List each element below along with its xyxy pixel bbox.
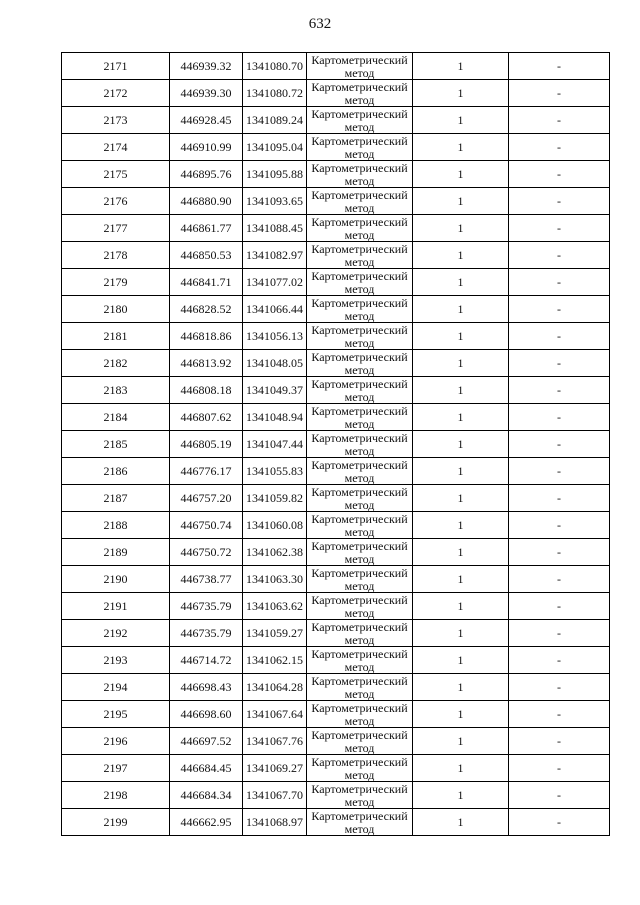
table-row — [62, 728, 610, 755]
note-cell: - — [509, 350, 610, 377]
x-coordinate-cell: 446808.18 — [170, 377, 243, 404]
method-line-2: метод — [344, 92, 375, 107]
x-coordinate-cell: 446662.95 — [170, 809, 243, 836]
accuracy-cell: 1 — [413, 161, 509, 188]
x-coordinate-cell: 446698.43 — [170, 674, 243, 701]
accuracy-cell: 1 — [413, 593, 509, 620]
accuracy-cell: 1 — [413, 377, 509, 404]
note-cell: - — [509, 485, 610, 512]
point-number-cell: 2185 — [62, 431, 170, 458]
note-cell: - — [509, 377, 610, 404]
table-row — [62, 485, 610, 512]
method-line-2: метод — [344, 308, 375, 323]
y-coordinate-cell: 1341095.04 — [243, 134, 307, 161]
method-line-2: метод — [344, 65, 375, 80]
method-line-1: Картометрический — [311, 322, 408, 337]
table-row — [62, 242, 610, 269]
point-number-cell: 2183 — [62, 377, 170, 404]
accuracy-cell: 1 — [413, 323, 509, 350]
method-line-1: Картометрический — [311, 133, 408, 148]
method-line-1: Картометрический — [311, 511, 408, 526]
method-line-2: метод — [344, 470, 375, 485]
table-row — [62, 53, 610, 80]
point-number-cell: 2199 — [62, 809, 170, 836]
accuracy-cell: 1 — [413, 539, 509, 566]
method-line-1: Картометрический — [311, 295, 408, 310]
x-coordinate-cell: 446684.34 — [170, 782, 243, 809]
method-cell — [307, 539, 413, 566]
point-number-cell: 2190 — [62, 566, 170, 593]
point-number-cell: 2176 — [62, 188, 170, 215]
table-row — [62, 80, 610, 107]
point-number-cell: 2171 — [62, 53, 170, 80]
point-number-cell: 2197 — [62, 755, 170, 782]
point-number-cell: 2189 — [62, 539, 170, 566]
point-number-cell: 2193 — [62, 647, 170, 674]
y-coordinate-cell: 1341062.15 — [243, 647, 307, 674]
table-row — [62, 647, 610, 674]
x-coordinate-cell: 446910.99 — [170, 134, 243, 161]
accuracy-cell: 1 — [413, 134, 509, 161]
x-coordinate-cell: 446828.52 — [170, 296, 243, 323]
method-line-1: Картометрический — [311, 565, 408, 580]
point-number-cell: 2182 — [62, 350, 170, 377]
point-number-cell: 2175 — [62, 161, 170, 188]
table-row — [62, 566, 610, 593]
method-cell — [307, 296, 413, 323]
accuracy-cell: 1 — [413, 701, 509, 728]
method-cell — [307, 53, 413, 80]
method-line-2: метод — [344, 227, 375, 242]
y-coordinate-cell: 1341062.38 — [243, 539, 307, 566]
y-coordinate-cell: 1341056.13 — [243, 323, 307, 350]
note-cell: - — [509, 215, 610, 242]
method-cell — [307, 458, 413, 485]
table-row — [62, 431, 610, 458]
y-coordinate-cell: 1341063.62 — [243, 593, 307, 620]
note-cell: - — [509, 53, 610, 80]
method-line-1: Картометрический — [311, 673, 408, 688]
accuracy-cell: 1 — [413, 458, 509, 485]
method-line-2: метод — [344, 740, 375, 755]
x-coordinate-cell: 446818.86 — [170, 323, 243, 350]
point-number-cell: 2181 — [62, 323, 170, 350]
method-line-1: Картометрический — [311, 187, 408, 202]
note-cell: - — [509, 431, 610, 458]
accuracy-cell: 1 — [413, 809, 509, 836]
method-line-1: Картометрический — [311, 52, 408, 67]
method-cell — [307, 404, 413, 431]
accuracy-cell: 1 — [413, 215, 509, 242]
x-coordinate-cell: 446697.52 — [170, 728, 243, 755]
method-line-2: метод — [344, 362, 375, 377]
point-number-cell: 2196 — [62, 728, 170, 755]
point-number-cell: 2188 — [62, 512, 170, 539]
method-cell — [307, 269, 413, 296]
note-cell: - — [509, 458, 610, 485]
note-cell: - — [509, 620, 610, 647]
y-coordinate-cell: 1341055.83 — [243, 458, 307, 485]
accuracy-cell: 1 — [413, 404, 509, 431]
point-number-cell: 2186 — [62, 458, 170, 485]
x-coordinate-cell: 446750.74 — [170, 512, 243, 539]
y-coordinate-cell: 1341068.97 — [243, 809, 307, 836]
method-line-1: Картометрический — [311, 781, 408, 796]
method-line-1: Картометрический — [311, 403, 408, 418]
method-line-1: Картометрический — [311, 430, 408, 445]
note-cell: - — [509, 701, 610, 728]
method-cell — [307, 674, 413, 701]
accuracy-cell: 1 — [413, 485, 509, 512]
point-number-cell: 2179 — [62, 269, 170, 296]
note-cell: - — [509, 161, 610, 188]
accuracy-cell: 1 — [413, 620, 509, 647]
x-coordinate-cell: 446684.45 — [170, 755, 243, 782]
x-coordinate-cell: 446850.53 — [170, 242, 243, 269]
table-row — [62, 377, 610, 404]
point-number-cell: 2187 — [62, 485, 170, 512]
x-coordinate-cell: 446698.60 — [170, 701, 243, 728]
method-line-2: метод — [344, 281, 375, 296]
method-line-2: метод — [344, 767, 375, 782]
y-coordinate-cell: 1341048.94 — [243, 404, 307, 431]
table-row — [62, 512, 610, 539]
accuracy-cell: 1 — [413, 242, 509, 269]
table-body — [62, 53, 610, 836]
y-coordinate-cell: 1341066.44 — [243, 296, 307, 323]
point-number-cell: 2177 — [62, 215, 170, 242]
method-line-2: метод — [344, 173, 375, 188]
method-line-2: метод — [344, 632, 375, 647]
note-cell: - — [509, 512, 610, 539]
method-line-2: метод — [344, 551, 375, 566]
table-row — [62, 296, 610, 323]
method-line-1: Картометрический — [311, 646, 408, 661]
table-row — [62, 107, 610, 134]
method-line-2: метод — [344, 254, 375, 269]
method-cell — [307, 377, 413, 404]
accuracy-cell: 1 — [413, 674, 509, 701]
x-coordinate-cell: 446757.20 — [170, 485, 243, 512]
method-line-1: Картометрический — [311, 538, 408, 553]
point-number-cell: 2178 — [62, 242, 170, 269]
y-coordinate-cell: 1341049.37 — [243, 377, 307, 404]
method-cell — [307, 134, 413, 161]
point-number-cell: 2173 — [62, 107, 170, 134]
method-cell — [307, 242, 413, 269]
method-cell — [307, 593, 413, 620]
method-cell — [307, 161, 413, 188]
method-line-2: метод — [344, 578, 375, 593]
coordinates-table — [61, 52, 610, 836]
method-line-2: метод — [344, 497, 375, 512]
point-number-cell: 2198 — [62, 782, 170, 809]
method-line-2: метод — [344, 821, 375, 836]
method-line-2: метод — [344, 713, 375, 728]
y-coordinate-cell: 1341080.70 — [243, 53, 307, 80]
method-line-1: Картометрический — [311, 376, 408, 391]
note-cell: - — [509, 188, 610, 215]
method-line-2: метод — [344, 605, 375, 620]
note-cell: - — [509, 539, 610, 566]
x-coordinate-cell: 446939.30 — [170, 80, 243, 107]
accuracy-cell: 1 — [413, 431, 509, 458]
table-row — [62, 323, 610, 350]
method-line-1: Картометрический — [311, 457, 408, 472]
table-row — [62, 134, 610, 161]
table-row — [62, 782, 610, 809]
accuracy-cell: 1 — [413, 647, 509, 674]
table-row — [62, 620, 610, 647]
method-line-2: метод — [344, 659, 375, 674]
point-number-cell: 2180 — [62, 296, 170, 323]
x-coordinate-cell: 446805.19 — [170, 431, 243, 458]
note-cell: - — [509, 134, 610, 161]
y-coordinate-cell: 1341064.28 — [243, 674, 307, 701]
method-cell — [307, 215, 413, 242]
accuracy-cell: 1 — [413, 512, 509, 539]
x-coordinate-cell: 446776.17 — [170, 458, 243, 485]
method-line-2: метод — [344, 200, 375, 215]
method-line-2: метод — [344, 335, 375, 350]
table-row — [62, 161, 610, 188]
method-line-1: Картометрический — [311, 592, 408, 607]
y-coordinate-cell: 1341067.70 — [243, 782, 307, 809]
note-cell: - — [509, 674, 610, 701]
note-cell: - — [509, 242, 610, 269]
accuracy-cell: 1 — [413, 269, 509, 296]
note-cell: - — [509, 80, 610, 107]
x-coordinate-cell: 446895.76 — [170, 161, 243, 188]
method-line-1: Картометрический — [311, 268, 408, 283]
y-coordinate-cell: 1341082.97 — [243, 242, 307, 269]
x-coordinate-cell: 446928.45 — [170, 107, 243, 134]
table-row — [62, 674, 610, 701]
y-coordinate-cell: 1341047.44 — [243, 431, 307, 458]
method-cell — [307, 620, 413, 647]
accuracy-cell: 1 — [413, 566, 509, 593]
x-coordinate-cell: 446807.62 — [170, 404, 243, 431]
x-coordinate-cell: 446738.77 — [170, 566, 243, 593]
note-cell: - — [509, 728, 610, 755]
y-coordinate-cell: 1341088.45 — [243, 215, 307, 242]
accuracy-cell: 1 — [413, 755, 509, 782]
x-coordinate-cell: 446939.32 — [170, 53, 243, 80]
table-row — [62, 350, 610, 377]
table-row — [62, 404, 610, 431]
accuracy-cell: 1 — [413, 728, 509, 755]
table-row — [62, 539, 610, 566]
method-line-1: Картометрический — [311, 808, 408, 823]
x-coordinate-cell: 446861.77 — [170, 215, 243, 242]
note-cell: - — [509, 566, 610, 593]
method-line-1: Картометрический — [311, 214, 408, 229]
note-cell: - — [509, 296, 610, 323]
y-coordinate-cell: 1341095.88 — [243, 161, 307, 188]
point-number-cell: 2191 — [62, 593, 170, 620]
table-row — [62, 458, 610, 485]
method-line-1: Картометрический — [311, 241, 408, 256]
method-cell — [307, 80, 413, 107]
method-cell — [307, 809, 413, 836]
method-line-2: метод — [344, 794, 375, 809]
y-coordinate-cell: 1341059.27 — [243, 620, 307, 647]
x-coordinate-cell: 446813.92 — [170, 350, 243, 377]
table-row — [62, 809, 610, 836]
x-coordinate-cell: 446735.79 — [170, 593, 243, 620]
x-coordinate-cell: 446880.90 — [170, 188, 243, 215]
point-number-cell: 2194 — [62, 674, 170, 701]
y-coordinate-cell: 1341093.65 — [243, 188, 307, 215]
y-coordinate-cell: 1341077.02 — [243, 269, 307, 296]
point-number-cell: 2172 — [62, 80, 170, 107]
method-line-1: Картометрический — [311, 619, 408, 634]
method-cell — [307, 512, 413, 539]
x-coordinate-cell: 446735.79 — [170, 620, 243, 647]
method-line-1: Картометрический — [311, 700, 408, 715]
method-cell — [307, 485, 413, 512]
method-line-1: Картометрический — [311, 106, 408, 121]
note-cell: - — [509, 404, 610, 431]
y-coordinate-cell: 1341089.24 — [243, 107, 307, 134]
method-cell — [307, 755, 413, 782]
method-cell — [307, 566, 413, 593]
table-row — [62, 593, 610, 620]
note-cell: - — [509, 809, 610, 836]
table-row — [62, 701, 610, 728]
method-cell — [307, 782, 413, 809]
note-cell: - — [509, 782, 610, 809]
accuracy-cell: 1 — [413, 782, 509, 809]
point-number-cell: 2174 — [62, 134, 170, 161]
method-line-2: метод — [344, 443, 375, 458]
point-number-cell: 2195 — [62, 701, 170, 728]
method-cell — [307, 107, 413, 134]
y-coordinate-cell: 1341067.64 — [243, 701, 307, 728]
y-coordinate-cell: 1341067.76 — [243, 728, 307, 755]
method-cell — [307, 728, 413, 755]
note-cell: - — [509, 647, 610, 674]
method-cell — [307, 188, 413, 215]
method-cell — [307, 350, 413, 377]
method-cell — [307, 647, 413, 674]
accuracy-cell: 1 — [413, 296, 509, 323]
table-row — [62, 188, 610, 215]
method-cell — [307, 701, 413, 728]
accuracy-cell: 1 — [413, 107, 509, 134]
method-line-1: Картометрический — [311, 349, 408, 364]
y-coordinate-cell: 1341069.27 — [243, 755, 307, 782]
y-coordinate-cell: 1341080.72 — [243, 80, 307, 107]
method-line-1: Картометрический — [311, 484, 408, 499]
method-line-1: Картометрический — [311, 79, 408, 94]
page-number: 632 — [308, 16, 332, 32]
x-coordinate-cell: 446841.71 — [170, 269, 243, 296]
method-line-1: Картометрический — [311, 727, 408, 742]
y-coordinate-cell: 1341048.05 — [243, 350, 307, 377]
y-coordinate-cell: 1341060.08 — [243, 512, 307, 539]
table-row — [62, 269, 610, 296]
method-line-2: метод — [344, 119, 375, 134]
y-coordinate-cell: 1341059.82 — [243, 485, 307, 512]
note-cell: - — [509, 755, 610, 782]
note-cell: - — [509, 107, 610, 134]
method-line-2: метод — [344, 389, 375, 404]
accuracy-cell: 1 — [413, 53, 509, 80]
note-cell: - — [509, 323, 610, 350]
method-line-2: метод — [344, 524, 375, 539]
note-cell: - — [509, 593, 610, 620]
table-row — [62, 755, 610, 782]
method-line-2: метод — [344, 146, 375, 161]
method-line-1: Картометрический — [311, 160, 408, 175]
accuracy-cell: 1 — [413, 188, 509, 215]
x-coordinate-cell: 446750.72 — [170, 539, 243, 566]
accuracy-cell: 1 — [413, 350, 509, 377]
x-coordinate-cell: 446714.72 — [170, 647, 243, 674]
method-cell — [307, 431, 413, 458]
point-number-cell: 2192 — [62, 620, 170, 647]
method-cell — [307, 323, 413, 350]
accuracy-cell: 1 — [413, 80, 509, 107]
method-line-1: Картометрический — [311, 754, 408, 769]
method-line-2: метод — [344, 416, 375, 431]
method-line-2: метод — [344, 686, 375, 701]
y-coordinate-cell: 1341063.30 — [243, 566, 307, 593]
table-row — [62, 215, 610, 242]
note-cell: - — [509, 269, 610, 296]
point-number-cell: 2184 — [62, 404, 170, 431]
